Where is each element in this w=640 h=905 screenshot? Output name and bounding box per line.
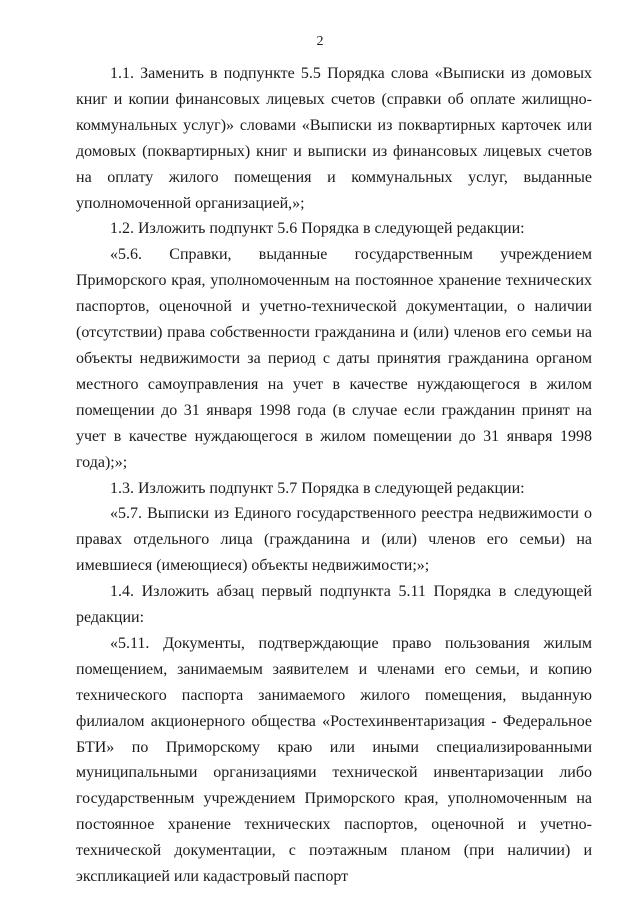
document-body <box>76 61 592 890</box>
paragraph-5-7: «5.7. Выписки из Единого государственного реестра недвижимости о правах отдельного лица (гражданина и (или) членов его семьи) на имевшиеся (имеющиеся) объекты недвижимости;»; <box>76 505 592 575</box>
paragraph-1-1: 1.1. Заменить в подпункте 5.5 Порядка слова «Выписки из домовых книг и копии финансовых лицевых счетов (справки об оплате жилищно-коммунальных услуг)» словами «Выписки из поквартирных карточек или домовых (поквартирных) книг и выписки из финансовых лицевых счетов на оплату жилого помещения и коммунальных услуг, выданные уполномоченной организацией,»; <box>76 65 592 212</box>
paragraph-1-2: 1.2. Изложить подпункт 5.6 Порядка в следующей редакции: <box>110 220 525 238</box>
paragraph-1-4: 1.4. Изложить абзац первый подпункта 5.11 Порядка в следующей редакции: <box>76 583 592 627</box>
page-number: 2 <box>316 34 324 49</box>
paragraph-1-3: 1.3. Изложить подпункт 5.7 Порядка в следующей редакции: <box>110 479 525 497</box>
paragraph-5-11: «5.11. Документы, подтверждающие право пользования жилым помещением, занимаемым заявителем и членами его семьи, и копию технического паспорта занимаемого жилого помещения, выданную филиалом акционерного общества «Ростехинвентаризация - Федеральное БТИ» по Приморскому краю или иными специализированными муниципальными организациями технической инвентаризации либо государственным учреждением Приморского края, уполномоченным на постоянное хранение технических паспортов, оценочной и учетно-технической документации, с поэтажным планом (при наличии) и экспликацией или кадастровый паспорт <box>76 634 592 886</box>
paragraph-5-6: «5.6. Справки, выданные государственным учреждением Приморского края, уполномоченным на постоянное хранение технических паспортов, оценочной и учетно-технической документации, о наличии (отсутствии) права собственности гражданина и (или) членов его семьи на объекты недвижимости за период с даты принятия гражданина органом местного самоуправления на учет в качестве нуждающегося в жилом помещении до 31 января 1998 года (в случае если гражданин принят на учет в качестве нуждающегося в жилом помещении до 31 января 1998 года);»; <box>76 246 592 471</box>
